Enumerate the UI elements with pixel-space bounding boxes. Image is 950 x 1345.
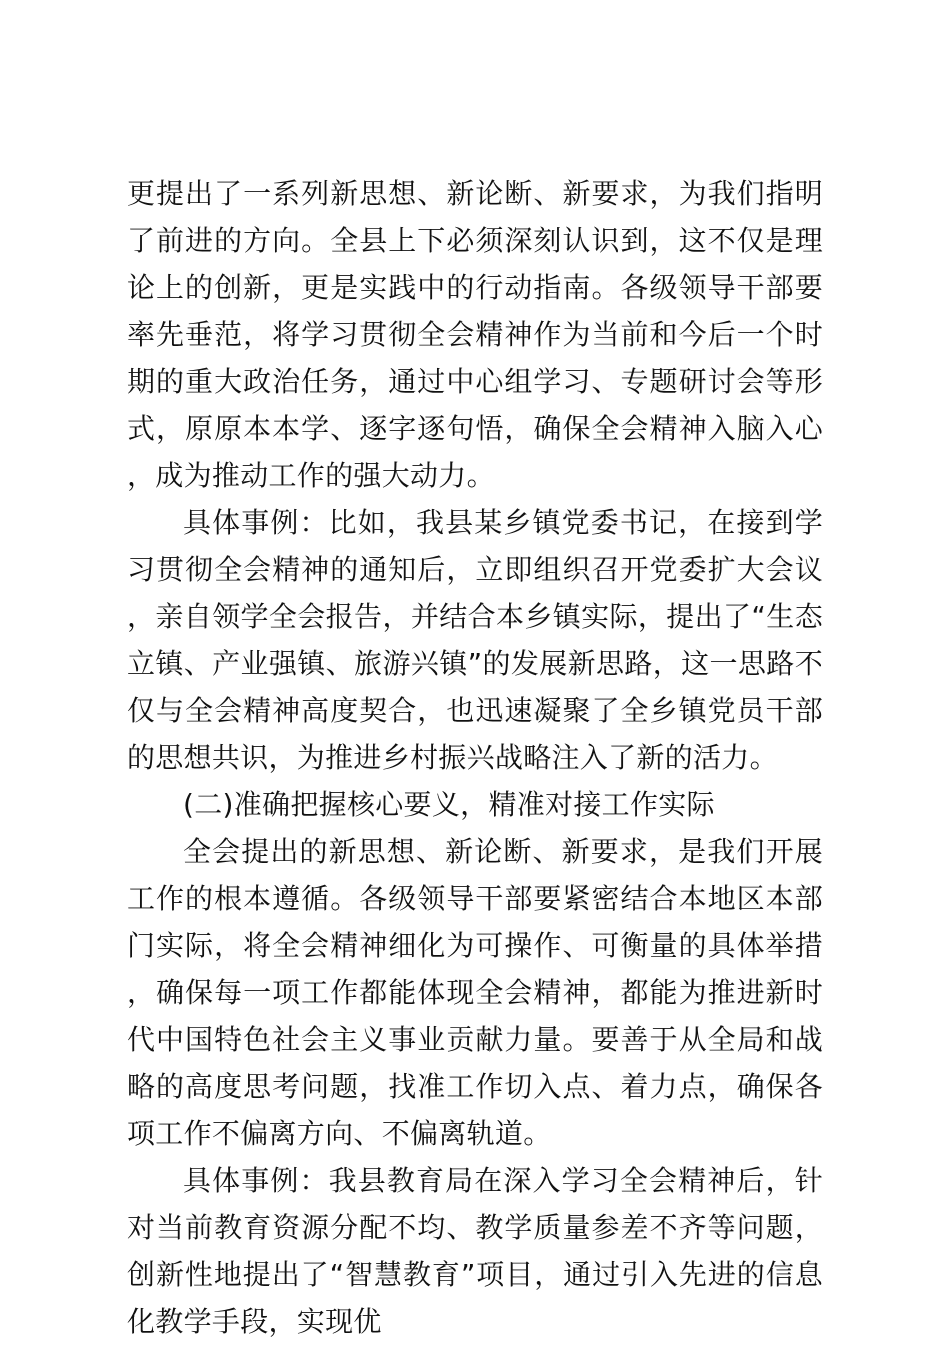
paragraph-continuation: 更提出了一系列新思想、新论断、新要求，为我们指明了前进的方向。全县上下必须深刻认识到，这不仅是理论上的创新，更是实践中的行动指南。各级领导干部要率先垂范，将学习贯彻全会精神作为当前和今后一个时期的重大政治任务，通过中心组学习、专题研讨会等形式，原原本本学、逐字逐句悟，确保全会精神入脑入心，成为推动工作的强大动力。 (127, 177, 823, 492)
paragraph-core-requirements: 全会提出的新思想、新论断、新要求，是我们开展工作的根本遵循。各级领导干部要紧密结合本地区本部门实际，将全会精神细化为可操作、可衡量的具体举措，确保每一项工作都能体现全会精神，都能为推进新时代中国特色社会主义事业贡献力量。要善于从全局和战略的高度思考问题，找准工作切入点、着力点，确保各项工作不偏离方向、不偏离轨道。 (127, 835, 823, 1150)
section-heading: (二)准确把握核心要义，精准对接工作实际 (183, 788, 715, 821)
paragraph-example-education: 具体事例：我县教育局在深入学习全会精神后，针对当前教育资源分配不均、教学质量参差不齐等问题，创新性地提出了“智慧教育”项目，通过引入先进的信息化教学手段，实现优 (127, 1164, 823, 1338)
paragraph-example-township: 具体事例：比如，我县某乡镇党委书记，在接到学习贯彻全会精神的通知后，立即组织召开党委扩大会议，亲自领学全会报告，并结合本乡镇实际，提出了“生态立镇、产业强镇、旅游兴镇”的发展新思路，这一思路不仅与全会精神高度契合，也迅速凝聚了全乡镇党员干部的思想共识，为推进乡村振兴战略注入了新的活力。 (127, 506, 823, 774)
document-body (127, 170, 823, 1345)
